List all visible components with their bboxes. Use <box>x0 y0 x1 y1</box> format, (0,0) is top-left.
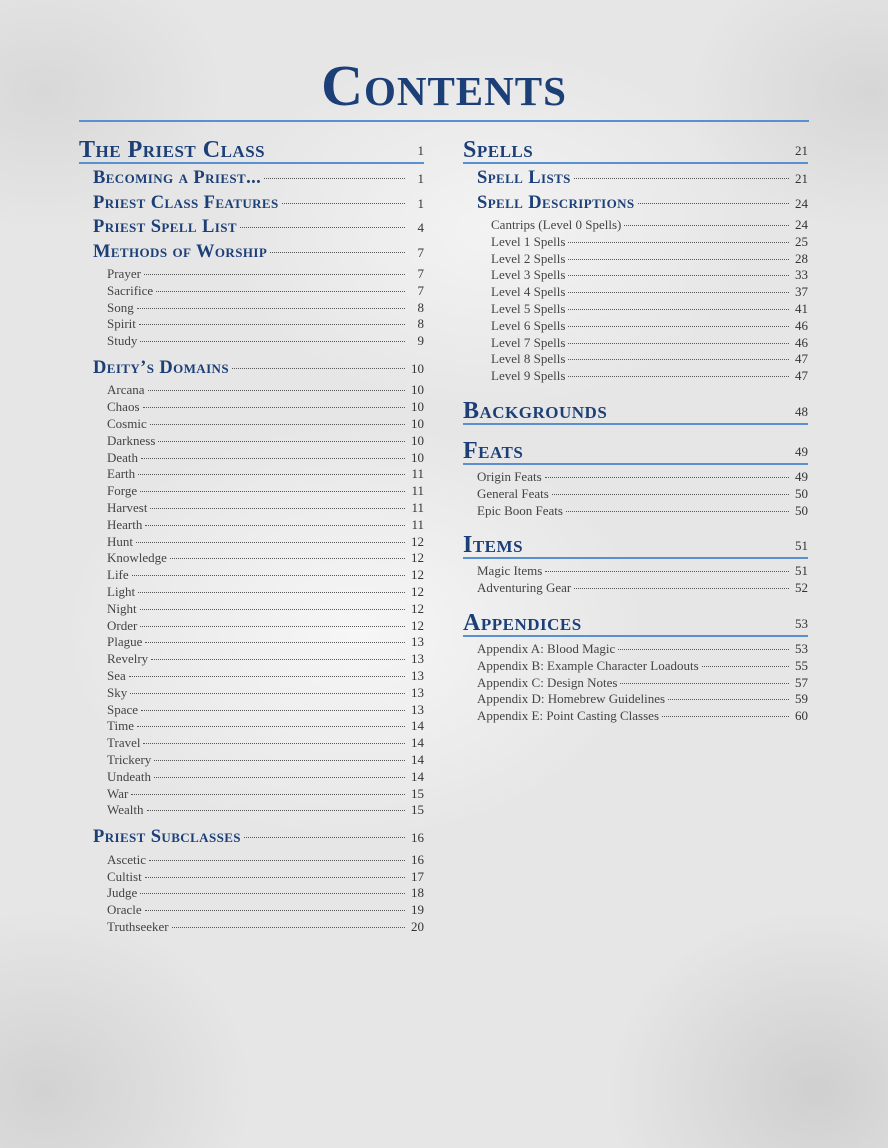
entry-page-number: 24 <box>795 217 808 232</box>
toc-entry[interactable] <box>463 368 808 385</box>
dot-leader <box>139 323 405 325</box>
toc-entry[interactable] <box>463 580 808 597</box>
entry-page-number: 52 <box>795 580 808 596</box>
chapter-the-priest-class[interactable] <box>79 136 424 164</box>
section-priest-subclasses[interactable] <box>79 827 424 852</box>
entry-title: Cultist <box>107 868 142 884</box>
entry-page-number: 12 <box>411 584 424 600</box>
toc-entry[interactable] <box>79 584 424 601</box>
entry-title: Level 6 Spells <box>491 317 566 333</box>
toc-entry[interactable] <box>79 550 424 567</box>
section-page-number: 24 <box>795 195 808 211</box>
toc-entry[interactable] <box>79 718 424 735</box>
entry-title: Trickery <box>107 752 152 768</box>
dot-leader <box>131 793 405 795</box>
entry-page-number: 28 <box>795 250 808 266</box>
toc-entry[interactable] <box>463 691 808 708</box>
dot-leader <box>150 507 405 509</box>
entry-page-number: 47 <box>795 368 808 384</box>
entry-page-number: 11 <box>411 483 424 499</box>
entry-page-number: 14 <box>411 768 424 784</box>
dot-leader <box>141 709 405 711</box>
toc-entry[interactable] <box>79 852 424 869</box>
section-page-number: 4 <box>417 220 424 235</box>
entry-page-number: 11 <box>411 500 424 516</box>
entry-title: Wealth <box>107 802 144 818</box>
entry-page-number: 13 <box>411 701 424 717</box>
toc-entry[interactable] <box>79 483 424 500</box>
entry-page-number: 19 <box>411 902 424 918</box>
chapter-spells[interactable] <box>463 136 808 164</box>
entry-title: Plague <box>107 634 143 650</box>
toc-entry[interactable] <box>463 486 808 503</box>
entry-page-number: 41 <box>795 300 808 316</box>
toc-entry[interactable] <box>463 301 808 318</box>
toc-entry[interactable] <box>463 251 808 268</box>
entry-page-number: 10 <box>411 432 424 448</box>
entry-title: Judge <box>107 885 138 901</box>
entry-page-number: 13 <box>411 634 424 650</box>
dot-leader <box>140 608 405 610</box>
spacer <box>463 385 808 397</box>
chapter-title: Backgrounds <box>463 397 608 424</box>
entry-title: Undeath <box>107 768 152 784</box>
entry-title: Light <box>107 584 136 600</box>
dot-leader <box>552 493 789 495</box>
toc-entry[interactable] <box>79 416 424 433</box>
dot-leader <box>170 557 405 559</box>
entry-page-number: 50 <box>795 485 808 501</box>
entry-title: Arcana <box>107 382 145 398</box>
entry-title: Chaos <box>107 399 140 415</box>
toc-entry[interactable] <box>463 267 808 284</box>
dot-leader <box>145 524 405 526</box>
section-page-number: 10 <box>411 360 424 376</box>
dot-leader <box>156 290 405 292</box>
entry-title: Sea <box>107 668 126 684</box>
section-page-number: 1 <box>417 171 424 186</box>
entry-page-number: 46 <box>795 334 808 350</box>
entry-page-number: 12 <box>411 567 424 583</box>
entry-page-number: 11 <box>411 516 424 532</box>
section-deity-s-domains[interactable] <box>79 358 424 383</box>
entry-title: Revelry <box>107 651 149 667</box>
entry-page-number: 14 <box>411 735 424 751</box>
dot-leader <box>154 776 405 778</box>
entry-page-number: 8 <box>417 299 424 315</box>
toc-entry[interactable] <box>79 517 424 534</box>
entry-page-number: 14 <box>411 752 424 768</box>
toc-entry[interactable] <box>463 641 808 658</box>
chapter-page-number: 21 <box>795 143 808 158</box>
entry-page-number: 12 <box>411 550 424 566</box>
toc-entry[interactable] <box>463 284 808 301</box>
entry-page-number: 59 <box>795 691 808 707</box>
entry-page-number: 10 <box>411 382 424 398</box>
entry-title: Cantrips (Level 0 Spells) <box>491 217 622 232</box>
entry-page-number: 12 <box>411 533 424 549</box>
toc-entry[interactable] <box>79 618 424 635</box>
dot-leader <box>140 340 405 342</box>
entry-page-number: 57 <box>795 674 808 690</box>
entry-title: Life <box>107 567 129 583</box>
dot-leader <box>138 473 405 475</box>
toc-entry[interactable] <box>463 708 808 725</box>
entry-title: Sacrifice <box>107 282 154 298</box>
toc-entry[interactable] <box>79 668 424 685</box>
entry-page-number: 11 <box>411 466 424 482</box>
chapter-title: Feats <box>463 437 524 464</box>
entry-title: Appendix B: Example Character Loadouts <box>477 657 699 673</box>
entry-page-number: 15 <box>411 802 424 818</box>
entry-page-number: 12 <box>411 617 424 633</box>
section-title: Deity’s Domains <box>93 357 229 378</box>
toc-entry[interactable] <box>79 702 424 719</box>
toc-entry[interactable] <box>463 469 808 486</box>
dot-leader <box>240 226 405 228</box>
toc-entry[interactable] <box>463 351 808 368</box>
entry-title: Sky <box>107 684 128 700</box>
dot-leader <box>568 325 789 327</box>
entry-title: Appendix C: Design Notes <box>477 674 618 690</box>
toc-entry[interactable] <box>463 675 808 692</box>
entry-title: Cosmic <box>107 416 147 432</box>
spacer <box>79 819 424 827</box>
entry-title: Forge <box>107 483 138 499</box>
dot-leader <box>132 574 405 576</box>
entry-title: Time <box>107 718 134 734</box>
toc-entry[interactable] <box>79 266 424 283</box>
dot-leader <box>136 541 405 543</box>
entry-page-number: 7 <box>417 282 424 298</box>
spacer <box>463 429 808 437</box>
entry-page-number: 55 <box>795 657 808 673</box>
title-rule <box>79 120 809 122</box>
entry-title: Epic Boon Feats <box>477 502 563 518</box>
chapter-title: Spells <box>463 137 534 163</box>
entry-title: Death <box>107 449 139 465</box>
entry-title: War <box>107 785 129 801</box>
entry-title: Truthseeker <box>107 918 169 934</box>
entry-page-number: 37 <box>795 284 808 300</box>
section-page-number: 21 <box>795 171 808 186</box>
toc-entry[interactable] <box>79 919 424 936</box>
entry-page-number: 18 <box>411 885 424 901</box>
entry-title: Magic Items <box>477 563 543 579</box>
entry-title: Appendix A: Blood Magic <box>477 640 616 656</box>
spacer <box>463 597 808 609</box>
toc-entry[interactable] <box>79 634 424 651</box>
toc-entry[interactable] <box>79 466 424 483</box>
entry-title: Study <box>107 333 138 349</box>
spacer <box>463 519 808 531</box>
section-spell-lists[interactable] <box>463 168 808 193</box>
entry-title: Song <box>107 299 134 315</box>
toc-entry[interactable] <box>79 399 424 416</box>
toc-entry[interactable] <box>79 333 424 350</box>
dot-leader <box>574 587 789 589</box>
dot-leader <box>137 725 405 727</box>
entry-title: Appendix D: Homebrew Guidelines <box>477 691 666 707</box>
toc-entry[interactable] <box>463 335 808 352</box>
chapter-appendices[interactable] <box>463 609 808 637</box>
dot-leader <box>144 273 405 275</box>
dot-leader <box>129 675 405 677</box>
entry-title: Level 1 Spells <box>491 233 566 249</box>
section-page-number: 1 <box>417 195 424 211</box>
section-title: Methods of Worship <box>93 241 268 262</box>
entry-page-number: 17 <box>411 868 424 884</box>
toc-entry[interactable] <box>79 300 424 317</box>
entry-page-number: 16 <box>411 851 424 867</box>
toc-entry[interactable] <box>79 500 424 517</box>
dot-leader <box>147 809 406 811</box>
chapter-title: The Priest Class <box>79 137 266 163</box>
dot-leader <box>624 224 789 226</box>
toc-entry[interactable] <box>79 283 424 300</box>
dot-leader <box>568 308 789 310</box>
dot-leader <box>568 291 789 293</box>
section-title: Spell Descriptions <box>477 192 635 213</box>
entry-title: Spirit <box>107 316 136 332</box>
chapter-page-number: 51 <box>795 538 808 554</box>
entry-title: Appendix E: Point Casting Classes <box>477 708 659 724</box>
entry-page-number: 13 <box>411 651 424 667</box>
toc-entry[interactable] <box>463 503 808 520</box>
entry-title: Hearth <box>107 516 143 532</box>
entry-title: Prayer <box>107 266 141 281</box>
entry-title: Order <box>107 617 138 633</box>
section-page-number: 16 <box>411 830 424 846</box>
toc-entry[interactable] <box>79 685 424 702</box>
dot-leader <box>151 658 405 660</box>
spacer <box>79 350 424 358</box>
right-column <box>463 136 808 725</box>
section-title: Priest Subclasses <box>93 827 241 848</box>
toc-entry[interactable] <box>79 651 424 668</box>
entry-title: Level 7 Spells <box>491 334 566 350</box>
section-title: Spell Lists <box>477 168 571 188</box>
entry-title: Harvest <box>107 500 148 516</box>
chapter-title: Appendices <box>463 609 582 636</box>
chapter-items[interactable] <box>463 531 808 559</box>
entry-title: Level 4 Spells <box>491 284 566 300</box>
toc-entry[interactable] <box>463 318 808 335</box>
section-priest-class-features[interactable] <box>79 193 424 218</box>
dot-leader <box>149 859 405 861</box>
toc-entry[interactable] <box>79 534 424 551</box>
dot-leader <box>270 251 405 253</box>
toc-entry[interactable] <box>79 450 424 467</box>
entry-title: Night <box>107 600 137 616</box>
entry-page-number: 10 <box>411 449 424 465</box>
dot-leader <box>145 876 405 878</box>
entry-page-number: 20 <box>411 918 424 934</box>
entry-title: Earth <box>107 466 136 482</box>
dot-leader <box>244 836 405 838</box>
entry-title: Knowledge <box>107 550 167 566</box>
dot-leader <box>232 367 405 369</box>
dot-leader <box>568 258 789 260</box>
entry-title: Oracle <box>107 902 142 918</box>
entry-page-number: 12 <box>411 600 424 616</box>
dot-leader <box>145 909 405 911</box>
chapter-feats[interactable] <box>463 437 808 465</box>
toc-entry[interactable] <box>79 786 424 803</box>
section-title: Becoming a Priest... <box>93 168 262 188</box>
chapter-page-number: 48 <box>795 403 808 419</box>
toc-entry[interactable] <box>79 567 424 584</box>
toc-entry[interactable] <box>79 382 424 399</box>
dot-leader <box>148 389 405 391</box>
dot-leader <box>668 698 789 700</box>
dot-leader <box>568 358 789 360</box>
dot-leader <box>568 342 789 344</box>
entry-page-number: 33 <box>795 267 808 283</box>
entry-title: Origin Feats <box>477 468 542 484</box>
dot-leader <box>130 692 405 694</box>
entry-page-number: 50 <box>795 502 808 518</box>
dot-leader <box>618 648 789 650</box>
dot-leader <box>154 759 405 761</box>
dot-leader <box>568 241 789 243</box>
dot-leader <box>568 274 789 276</box>
entry-page-number: 49 <box>795 468 808 484</box>
dot-leader <box>141 457 405 459</box>
section-title: Priest Class Features <box>93 192 279 213</box>
dot-leader <box>137 307 405 309</box>
entry-page-number: 13 <box>411 684 424 700</box>
entry-page-number: 53 <box>795 640 808 656</box>
chapter-page-number: 49 <box>795 443 808 459</box>
page-title: Contents <box>321 53 567 118</box>
dot-leader <box>143 742 405 744</box>
entry-title: Level 9 Spells <box>491 368 566 384</box>
dot-leader <box>638 202 789 204</box>
toc-entry[interactable] <box>79 802 424 819</box>
toc-entry[interactable] <box>79 316 424 333</box>
entry-page-number: 25 <box>795 233 808 249</box>
toc-entry[interactable] <box>79 752 424 769</box>
toc-entry[interactable] <box>79 769 424 786</box>
entry-title: Level 3 Spells <box>491 267 566 283</box>
dot-leader <box>140 490 405 492</box>
entry-page-number: 8 <box>417 316 424 332</box>
dot-leader <box>172 926 405 928</box>
dot-leader <box>143 406 406 408</box>
entry-page-number: 7 <box>417 266 424 281</box>
entry-title: Darkness <box>107 432 156 448</box>
toc-entry[interactable] <box>79 433 424 450</box>
section-methods-of-worship[interactable] <box>79 242 424 267</box>
chapter-page-number: 53 <box>795 615 808 631</box>
entry-page-number: 15 <box>411 785 424 801</box>
dot-leader <box>545 476 789 478</box>
entry-page-number: 10 <box>411 399 424 415</box>
section-spell-descriptions[interactable] <box>463 193 808 218</box>
entry-page-number: 14 <box>411 718 424 734</box>
entry-page-number: 47 <box>795 351 808 367</box>
entry-title: Level 2 Spells <box>491 250 566 266</box>
dot-leader <box>140 892 405 894</box>
entry-title: Adventuring Gear <box>477 580 572 596</box>
entry-page-number: 46 <box>795 317 808 333</box>
entry-page-number: 13 <box>411 668 424 684</box>
section-priest-spell-list[interactable] <box>79 217 424 242</box>
dot-leader <box>702 665 789 667</box>
entry-title: Space <box>107 701 139 717</box>
dot-leader <box>150 423 405 425</box>
section-page-number: 7 <box>417 244 424 260</box>
entry-title: Level 8 Spells <box>491 351 566 367</box>
dot-leader <box>568 375 789 377</box>
entry-title: Ascetic <box>107 851 146 867</box>
dot-leader <box>140 625 405 627</box>
entry-page-number: 51 <box>795 563 808 579</box>
entry-title: Travel <box>107 735 141 751</box>
entry-page-number: 10 <box>411 416 424 432</box>
toc-entry[interactable] <box>463 563 808 580</box>
toc-entry[interactable] <box>79 601 424 618</box>
chapter-page-number: 1 <box>417 143 424 158</box>
dot-leader <box>264 177 405 179</box>
dot-leader <box>566 510 789 512</box>
left-column <box>79 136 424 936</box>
section-title: Priest Spell List <box>93 217 237 237</box>
entry-title: Level 5 Spells <box>491 300 566 316</box>
chapter-backgrounds[interactable] <box>463 397 808 425</box>
entry-title: Hunt <box>107 533 133 549</box>
toc-entry[interactable] <box>79 869 424 886</box>
entry-page-number: 60 <box>795 708 808 724</box>
toc-entry[interactable] <box>79 885 424 902</box>
toc-entry[interactable] <box>463 234 808 251</box>
section-becoming-a-priest[interactable] <box>79 168 424 193</box>
entry-title: General Feats <box>477 485 549 501</box>
dot-leader <box>545 570 789 572</box>
chapter-title: Items <box>463 532 524 559</box>
dot-leader <box>662 715 789 717</box>
dot-leader <box>158 440 405 442</box>
dot-leader <box>145 641 405 643</box>
toc-entry[interactable] <box>79 902 424 919</box>
toc-entry[interactable] <box>463 658 808 675</box>
dot-leader <box>574 177 789 179</box>
dot-leader <box>620 682 789 684</box>
entry-page-number: 9 <box>417 333 424 349</box>
dot-leader <box>138 591 405 593</box>
dot-leader <box>282 202 405 204</box>
toc-entry[interactable] <box>79 735 424 752</box>
toc-entry[interactable] <box>463 217 808 234</box>
